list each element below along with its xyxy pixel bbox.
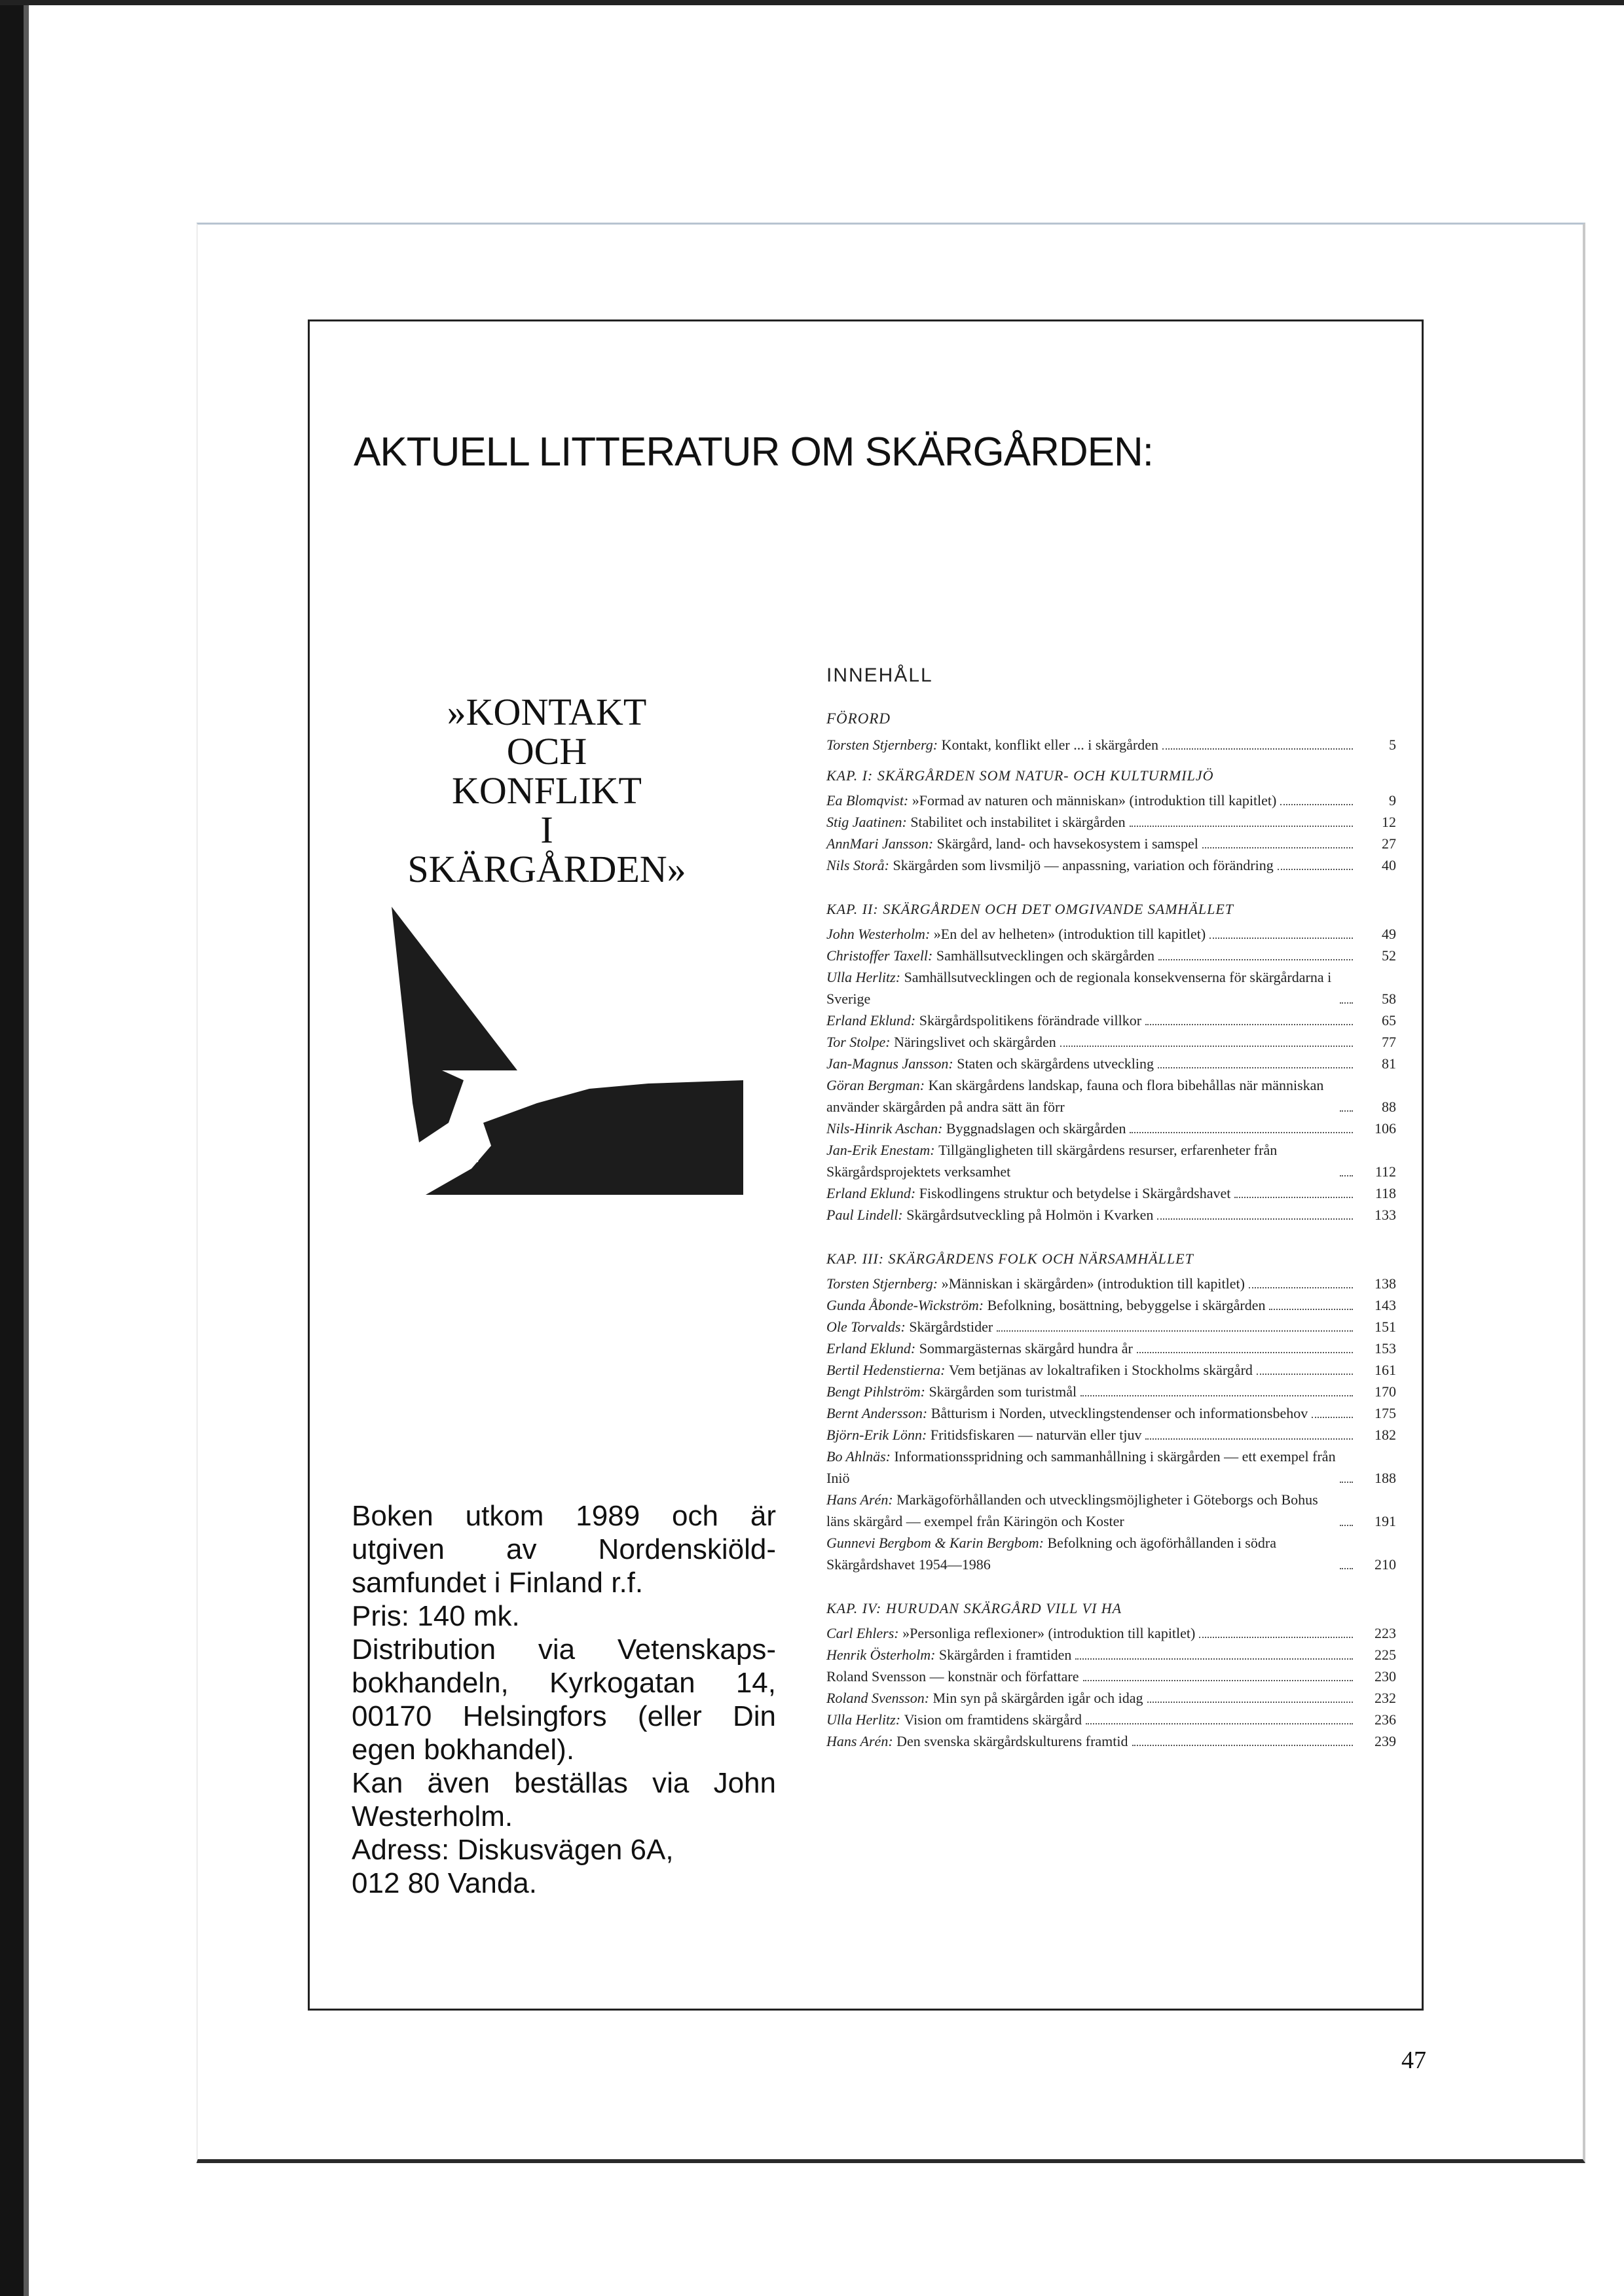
toc-leader-dots (1130, 826, 1353, 827)
toc-leader-dots (1083, 1680, 1353, 1681)
toc-entry-page: 77 (1382, 1034, 1396, 1050)
toc-entry-text (826, 1294, 1265, 1316)
toc-leader-dots (997, 1330, 1353, 1332)
toc-entry-text (826, 1666, 1079, 1687)
toc-entry-author: Bertil Hedenstierna: (826, 1362, 949, 1378)
toc-entry-page: 225 (1375, 1647, 1396, 1663)
toc-entry-text (826, 1118, 1126, 1139)
toc-entry-title: Befolkning, bosättning, bebyggelse i skärgården (987, 1297, 1266, 1313)
toc-entry (826, 1424, 1396, 1446)
toc-entry-text (826, 1381, 1077, 1402)
toc-entry-title: Båtturism i Norden, utvecklingstendenser och informationsbehov (931, 1405, 1308, 1421)
toc-entry-page: 232 (1375, 1690, 1396, 1706)
toc-leader-dots (1340, 1002, 1353, 1004)
toc-entry-author: Henrik Österholm: (826, 1647, 939, 1663)
toc-entry-title: Skärgårdsutveckling på Holmön i Kvarken (906, 1207, 1154, 1223)
toc-entry-author: Göran Bergman: (826, 1077, 929, 1093)
toc-entry-author: Björn-Erik Lönn: (826, 1427, 931, 1443)
toc-entry-page: 40 (1382, 857, 1396, 873)
toc-leader-dots (1340, 1525, 1353, 1526)
toc-entry-title: Informationsspridning och sammanhållning i skärgården — ett exempel från Iniö (826, 1448, 1336, 1486)
toc-entry-author: Gunda Åbonde-Wickström: (826, 1297, 987, 1313)
book-title-line: SKÄRGÅRDEN» (407, 848, 686, 890)
toc-entry-text (826, 734, 1158, 756)
toc-entry (826, 811, 1396, 833)
info-line: Distribution via Vetenskaps- (352, 1633, 776, 1666)
toc-entry-title: Fritidsfiskaren — naturvän eller tjuv (930, 1427, 1142, 1443)
toc-entry-title: Skärgårdspolitikens förändrade villkor (919, 1012, 1142, 1029)
book-logo-graphic (386, 907, 743, 1201)
toc-entry (826, 1532, 1396, 1575)
scan-background-edge (0, 0, 24, 2296)
toc-entry (826, 966, 1396, 1010)
toc-leader-dots (1202, 847, 1353, 848)
toc-entry (826, 1644, 1396, 1666)
toc-entry (826, 945, 1396, 966)
table-of-contents (826, 665, 1396, 1752)
toc-entry (826, 790, 1396, 811)
toc-entry-title: Samhällsutvecklingen och skärgården (936, 947, 1155, 964)
toc-entry-page: 138 (1375, 1275, 1396, 1292)
toc-entry-author: Ulla Herlitz: (826, 1711, 904, 1728)
toc-entry-text (826, 811, 1126, 833)
toc-entry (826, 1489, 1396, 1532)
toc-entry (826, 1666, 1396, 1687)
toc-chapter-heading: KAP. IV: HURUDAN SKÄRGÅRD VILL VI HA (826, 1600, 1122, 1616)
toc-entry-text (826, 1338, 1133, 1359)
toc-entry-text (826, 923, 1206, 945)
toc-entry-author: Erland Eklund: (826, 1012, 919, 1029)
toc-entry-text (826, 1424, 1141, 1446)
toc-entry-title: Näringslivet och skärgården (894, 1034, 1056, 1050)
toc-entry (826, 833, 1396, 854)
toc-leader-dots (1340, 1568, 1353, 1569)
toc-entry-text (826, 1139, 1336, 1182)
toc-entry-title: Kan skärgårdens landskap, fauna och flora bibehållas när människan använder skärgården på andra sätt än förr (826, 1077, 1324, 1115)
toc-leader-dots (1340, 1175, 1353, 1176)
toc-entry-title: »Formad av naturen och människan» (introduktion till kapitlet) (912, 792, 1277, 809)
toc-entry-title: Skärgårdstider (909, 1319, 993, 1335)
toc-entry-title: Stabilitet och instabilitet i skärgården (910, 814, 1126, 830)
toc-entry-title: Tillgängligheten till skärgårdens resurser, erfarenheter från Skärgårdsprojektets verksamhet (826, 1142, 1278, 1180)
toc-leader-dots (1086, 1723, 1353, 1724)
toc-entry (826, 1074, 1396, 1118)
toc-entry-author: Bo Ahlnäs: (826, 1448, 895, 1465)
toc-entry-title: Den svenska skärgårdskulturens framtid (896, 1733, 1128, 1749)
toc-entry-page: 191 (1375, 1513, 1396, 1529)
toc-entry (826, 1031, 1396, 1053)
toc-entry-text (826, 833, 1198, 854)
toc-entry-text (826, 1074, 1336, 1118)
toc-forord-entries (826, 734, 1396, 756)
toc-entry (826, 1316, 1396, 1338)
toc-entry-page: 239 (1375, 1733, 1396, 1749)
toc-entry-title: Samhällsutvecklingen och de regionala konsekvenserna för skärgårdarna i Sverige (826, 969, 1332, 1007)
toc-leader-dots (1158, 959, 1353, 960)
toc-entry (826, 1010, 1396, 1031)
book-title-line: OCH (506, 730, 587, 773)
toc-entry-page: 106 (1375, 1120, 1396, 1137)
toc-entry-text (826, 1182, 1230, 1204)
toc-entry-author: Christoffer Taxell: (826, 947, 936, 964)
toc-leader-dots (1145, 1438, 1353, 1440)
toc-entry (826, 1622, 1396, 1644)
toc-entry-title: »En del av helheten» (introduktion till kapitlet) (933, 926, 1206, 942)
toc-entry-page: 118 (1375, 1185, 1396, 1201)
toc-entry-page: 143 (1375, 1297, 1396, 1313)
toc-leader-dots (1257, 1374, 1353, 1375)
toc-entry (826, 1730, 1396, 1752)
toc-entry-author: Erland Eklund: (826, 1340, 919, 1357)
toc-entry-page: 27 (1382, 835, 1396, 852)
toc-entry-title: »Personliga reflexioner» (introduktion till kapitlet) (902, 1625, 1196, 1641)
toc-entry-author: Torsten Stjernberg: (826, 1275, 942, 1292)
info-line: egen bokhandel). (352, 1734, 575, 1766)
toc-entry-page: 133 (1375, 1207, 1396, 1223)
toc-entry-page: 151 (1375, 1319, 1396, 1335)
toc-entry (826, 1294, 1396, 1316)
toc-leader-dots (1278, 869, 1353, 870)
toc-leader-dots (1145, 1024, 1353, 1025)
toc-leader-dots (1234, 1197, 1353, 1198)
toc-entry (826, 1204, 1396, 1226)
toc-entry (826, 1446, 1396, 1489)
toc-entry-author: Paul Lindell: (826, 1207, 907, 1223)
toc-entry-title: Vision om framtidens skärgård (904, 1711, 1082, 1728)
toc-entry-page: 153 (1375, 1340, 1396, 1357)
toc-entry-text (826, 1273, 1245, 1294)
toc-entry-text (826, 1489, 1336, 1532)
toc-entry-page: 9 (1389, 792, 1396, 809)
toc-entry-page: 65 (1382, 1012, 1396, 1029)
book-title-line: I (540, 809, 553, 851)
toc-entry-text (826, 1709, 1082, 1730)
toc-entry-author: Ea Blomqvist: (826, 792, 912, 809)
info-line: Kan även beställas via John (352, 1767, 776, 1799)
toc-entry (826, 1709, 1396, 1730)
toc-leader-dots (1158, 1067, 1353, 1068)
toc-entry (826, 1338, 1396, 1359)
toc-entry-page: 81 (1382, 1055, 1396, 1072)
info-line: utgiven av Nordenskiöld- (352, 1533, 776, 1565)
toc-chapter-heading: KAP. I: SKÄRGÅRDEN SOM NATUR- OCH KULTURMILJÖ (826, 767, 1214, 784)
toc-entry-author: Ole Torvalds: (826, 1319, 910, 1335)
toc-entry-title: Sommargästernas skärgård hundra år (919, 1340, 1133, 1357)
toc-entry-page: 210 (1375, 1556, 1396, 1573)
toc-entry-author: Nils Storå: (826, 857, 893, 873)
toc-entry-author: Torsten Stjernberg: (826, 737, 942, 753)
toc-entry-page: 112 (1375, 1163, 1396, 1180)
info-line: bokhandeln, Kyrkogatan 14, (352, 1667, 776, 1699)
toc-entry-text (826, 1402, 1308, 1424)
toc-entry-text (826, 790, 1276, 811)
page-number: 47 (1401, 2047, 1426, 2074)
toc-leader-dots (1199, 1637, 1353, 1638)
toc-entry-page: 161 (1375, 1362, 1396, 1378)
toc-leader-dots (1162, 748, 1353, 750)
toc-entry-title: Skärgården i framtiden (938, 1647, 1072, 1663)
toc-entry-page: 175 (1375, 1405, 1396, 1421)
toc-entry-text (826, 945, 1154, 966)
toc-entry-page: 236 (1375, 1711, 1396, 1728)
toc-entry-page: 170 (1375, 1383, 1396, 1400)
toc-entry-text (826, 1010, 1141, 1031)
toc-leader-dots (1075, 1658, 1353, 1660)
toc-entry-text (826, 1359, 1253, 1381)
page-headline: AKTUELL LITTERATUR OM SKÄRGÅRDEN: (354, 429, 1153, 475)
toc-entry-author: John Westerholm: (826, 926, 934, 942)
info-line: Boken utkom 1989 och är (352, 1500, 776, 1532)
toc-entry (826, 1359, 1396, 1381)
info-line: samfundet i Finland r.f. (352, 1567, 644, 1599)
toc-heading: INNEHÅLL (826, 665, 933, 686)
toc-leader-dots (1060, 1046, 1353, 1047)
toc-leader-dots (1249, 1287, 1353, 1288)
toc-entry-title: Byggnadslagen och skärgården (946, 1120, 1126, 1137)
toc-entry-title: Skärgården som livsmiljö — anpassning, variation och förändring (893, 857, 1274, 873)
toc-entry (826, 1118, 1396, 1139)
toc-leader-dots (1269, 1309, 1353, 1310)
toc-entry-text (826, 1446, 1336, 1489)
toc-chapters (826, 767, 1396, 1752)
toc-entry-page: 58 (1382, 991, 1396, 1007)
toc-leader-dots (1147, 1702, 1354, 1703)
toc-entry (826, 1687, 1396, 1709)
toc-entry-author: Erland Eklund: (826, 1185, 919, 1201)
toc-entry-page: 188 (1375, 1470, 1396, 1486)
toc-entry-title: »Människan i skärgården» (introduktion till kapitlet) (941, 1275, 1245, 1292)
info-line: Pris: 140 mk. (352, 1600, 520, 1632)
toc-entry-title: Markägoförhållanden och utvecklingsmöjligheter i Göteborgs och Bohus läns skärgård — exempel från Käringön och Koster (826, 1491, 1318, 1529)
toc-entry-author: Roland Svensson: (826, 1690, 933, 1706)
toc-forord-label: FÖRORD (826, 710, 891, 727)
toc-entry-author: Carl Ehlers: (826, 1625, 903, 1641)
toc-leader-dots (1312, 1417, 1353, 1418)
toc-entry-author: Tor Stolpe: (826, 1034, 895, 1050)
toc-entry-title: Roland Svensson — konstnär och författare (826, 1668, 1079, 1685)
toc-entry-title: Fiskodlingens struktur och betydelse i Skärgårdshavet (919, 1185, 1231, 1201)
toc-entry-author: Stig Jaatinen: (826, 814, 911, 830)
toc-entry-text (826, 1031, 1056, 1053)
toc-entry-title: Staten och skärgårdens utveckling (957, 1055, 1154, 1072)
toc-chapter-heading: KAP. III: SKÄRGÅRDENS FOLK OCH NÄRSAMHÄLLET (826, 1250, 1194, 1267)
toc-entry-page: 223 (1375, 1625, 1396, 1641)
toc-entry-text (826, 1730, 1128, 1752)
toc-entry (826, 1402, 1396, 1424)
toc-entry-author: Hans Arén: (826, 1491, 897, 1508)
toc-chapter-heading: KAP. II: SKÄRGÅRDEN OCH DET OMGIVANDE SAMHÄLLET (826, 901, 1234, 917)
toc-leader-dots (1132, 1745, 1354, 1746)
toc-entry-text (826, 1532, 1336, 1575)
toc-leader-dots (1137, 1352, 1353, 1353)
toc-entry-text (826, 1053, 1154, 1074)
toc-leader-dots (1340, 1110, 1353, 1112)
toc-entry-author: Bengt Pihlström: (826, 1383, 929, 1400)
toc-entry-page: 49 (1382, 926, 1396, 942)
toc-entry (826, 1182, 1396, 1204)
toc-entry-title: Kontakt, konflikt eller ... i skärgården (941, 737, 1158, 753)
toc-entry (826, 923, 1396, 945)
toc-entry-page: 230 (1375, 1668, 1396, 1685)
toc-entry-author: Hans Arén: (826, 1733, 897, 1749)
toc-entry-text (826, 1204, 1153, 1226)
info-line: Westerholm. (352, 1800, 513, 1832)
book-title-line: »KONTAKT (447, 691, 647, 733)
toc-entry (826, 854, 1396, 876)
scan-background-top (0, 0, 1624, 5)
toc-leader-dots (1130, 1132, 1353, 1133)
toc-entry-author: Jan-Magnus Jansson: (826, 1055, 957, 1072)
toc-entry-page: 5 (1389, 737, 1396, 753)
book-title (399, 693, 694, 889)
toc-entry-page: 12 (1382, 814, 1396, 830)
toc-entry-text (826, 966, 1336, 1010)
toc-entry-author: Jan-Erik Enestam: (826, 1142, 939, 1158)
toc-entry-page: 88 (1382, 1099, 1396, 1115)
toc-entry-title: Skärgård, land- och havsekosystem i samspel (936, 835, 1198, 852)
info-line: 012 80 Vanda. (352, 1867, 537, 1899)
toc-entry-text (826, 1316, 993, 1338)
toc-entry (826, 1053, 1396, 1074)
toc-entry (826, 1273, 1396, 1294)
toc-entry-author: Nils-Hinrik Aschan: (826, 1120, 946, 1137)
toc-entry-page: 182 (1375, 1427, 1396, 1443)
toc-leader-dots (1209, 938, 1353, 939)
info-line: 00170 Helsingfors (eller Din (352, 1700, 776, 1732)
toc-entry (826, 1139, 1396, 1182)
toc-entry-author: AnnMari Jansson: (826, 835, 937, 852)
toc-entry-text (826, 1644, 1071, 1666)
toc-entry-title: Befolkning och ägoförhållanden i södra Skärgårdshavet 1954—1986 (826, 1535, 1276, 1573)
toc-entry-author: Ulla Herlitz: (826, 969, 904, 985)
toc-entry-author: Gunnevi Bergbom & Karin Bergbom: (826, 1535, 1048, 1551)
toc-entry-author: Bernt Andersson: (826, 1405, 931, 1421)
info-line: Adress: Diskusvägen 6A, (352, 1834, 674, 1866)
toc-leader-dots (1157, 1218, 1353, 1220)
toc-entry-title: Skärgården som turistmål (929, 1383, 1077, 1400)
toc-entry-text (826, 854, 1274, 876)
scan-background-edge-shadow (24, 0, 29, 2296)
toc-entry-text (826, 1622, 1195, 1644)
toc-leader-dots (1280, 804, 1353, 805)
toc-leader-dots (1340, 1482, 1353, 1483)
toc-entry-page: 52 (1382, 947, 1396, 964)
logo-sail-shape (392, 907, 517, 1142)
book-title-line: KONFLIKT (452, 769, 642, 812)
toc-entry-title: Min syn på skärgården igår och idag (932, 1690, 1143, 1706)
toc-entry-title: Vem betjänas av lokaltrafiken i Stockholms skärgård (948, 1362, 1253, 1378)
toc-entry-text (826, 1687, 1143, 1709)
toc-entry (826, 734, 1396, 756)
toc-leader-dots (1080, 1395, 1353, 1396)
toc-entry (826, 1381, 1396, 1402)
publication-info (352, 1499, 776, 1900)
